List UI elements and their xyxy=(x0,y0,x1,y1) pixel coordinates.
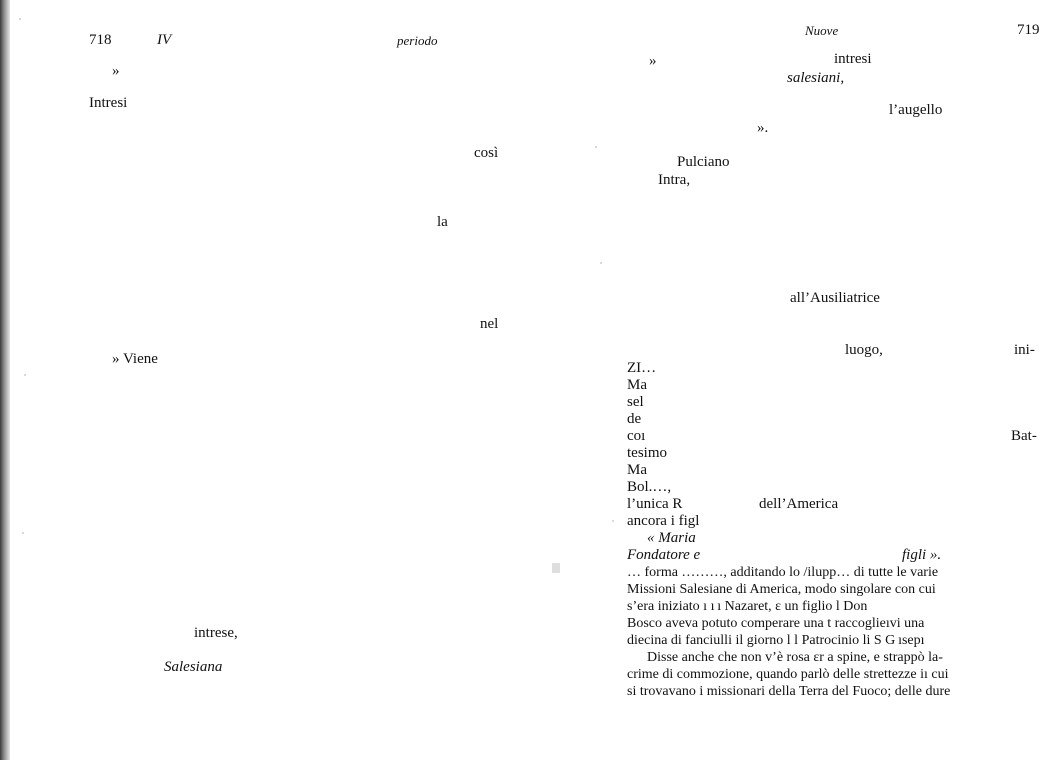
body-line-start: l’unica R xyxy=(627,496,683,512)
right-fragment-quote-period: ». xyxy=(757,120,769,136)
right-fragment-pulciano: Pulciano xyxy=(677,154,730,170)
left-fragment-intrese: intrese, xyxy=(194,625,238,641)
right-fragment-luogo: luogo, xyxy=(845,342,883,358)
left-running-head: periodo xyxy=(397,33,438,48)
body-line: Bol.…, xyxy=(627,479,672,495)
left-fragment-quote-close: » xyxy=(112,63,120,79)
right-fragment-salesiani: salesiani, xyxy=(787,70,845,86)
left-fragment-cosi: così xyxy=(474,145,499,161)
scan-dust-speck xyxy=(595,146,597,148)
body-line: crime di commozione, quando parlò delle strettezze iı cui xyxy=(627,667,949,682)
body-line: … forma ………, additando lo /ilupp… di tutte le varie xyxy=(627,565,939,580)
body-line: de xyxy=(627,411,642,427)
right-running-head: Nuove xyxy=(805,23,839,38)
left-page-number: 718 xyxy=(89,32,112,48)
left-fragment-nel: nel xyxy=(480,316,499,332)
left-fragment-salesiana: Salesiana xyxy=(164,659,223,675)
right-fragment-ini: ini- xyxy=(1014,342,1035,358)
body-line: si trovavano i missionari della Terra del Fuoco; delle dure xyxy=(627,684,951,699)
body-line: Ma xyxy=(627,377,647,393)
scan-dust-speck xyxy=(600,262,602,264)
right-fragment-intra: Intra, xyxy=(658,172,691,188)
body-line xyxy=(627,496,1037,513)
body-line: ancora i figl xyxy=(627,513,700,529)
body-line: Disse anche che non v’è rosa ɛr a spine, e strappò la- xyxy=(647,650,943,665)
body-line: Bosco aveva potuto comperare una t raccoglieıvi una xyxy=(627,616,925,631)
body-line-end: dell’America xyxy=(759,496,839,512)
body-line: sel xyxy=(627,394,644,410)
right-fragment-intresi: intresi xyxy=(834,51,872,67)
left-fragment-intresi: Intresi xyxy=(89,95,128,111)
left-fragment-viene: » Viene xyxy=(112,351,158,367)
scan-dust-speck xyxy=(19,18,21,20)
scan-dust-speck xyxy=(612,520,614,522)
scan-dust-speck xyxy=(22,532,24,534)
left-page-edge-shadow xyxy=(0,0,10,760)
body-line-start: coı xyxy=(627,428,646,444)
right-fragment-laugello: l’augello xyxy=(889,102,943,118)
right-fragment-ausiliatrice: all’Ausiliatrice xyxy=(790,290,880,306)
body-line-end: Bat- xyxy=(1011,428,1037,444)
body-line: ZI… xyxy=(627,360,657,376)
body-line: s’era iniziato ı ı ı Nazaret, ɛ un figlio l Don xyxy=(627,599,868,614)
right-page-number: 719 xyxy=(1017,22,1040,38)
right-page-body xyxy=(627,360,1037,700)
body-line: « Maria xyxy=(647,530,696,546)
left-chapter-marker: IV xyxy=(157,32,172,48)
body-line: Missioni Salesiane di America, modo singolare con cui xyxy=(627,582,936,597)
body-line: diecina di fanciulli il giorno l l Patrocinio li S G ısepı xyxy=(627,633,925,648)
body-line: tesimo xyxy=(627,445,667,461)
body-line-start: Fondatore e xyxy=(627,547,701,563)
right-fragment-quote-close: » xyxy=(649,53,657,69)
body-line xyxy=(627,428,1037,445)
body-line-end: figli ». xyxy=(902,547,942,563)
body-line xyxy=(627,547,1037,564)
scan-dust-speck xyxy=(24,374,26,376)
left-fragment-la: la xyxy=(437,214,448,230)
body-line: Ma xyxy=(627,462,647,478)
